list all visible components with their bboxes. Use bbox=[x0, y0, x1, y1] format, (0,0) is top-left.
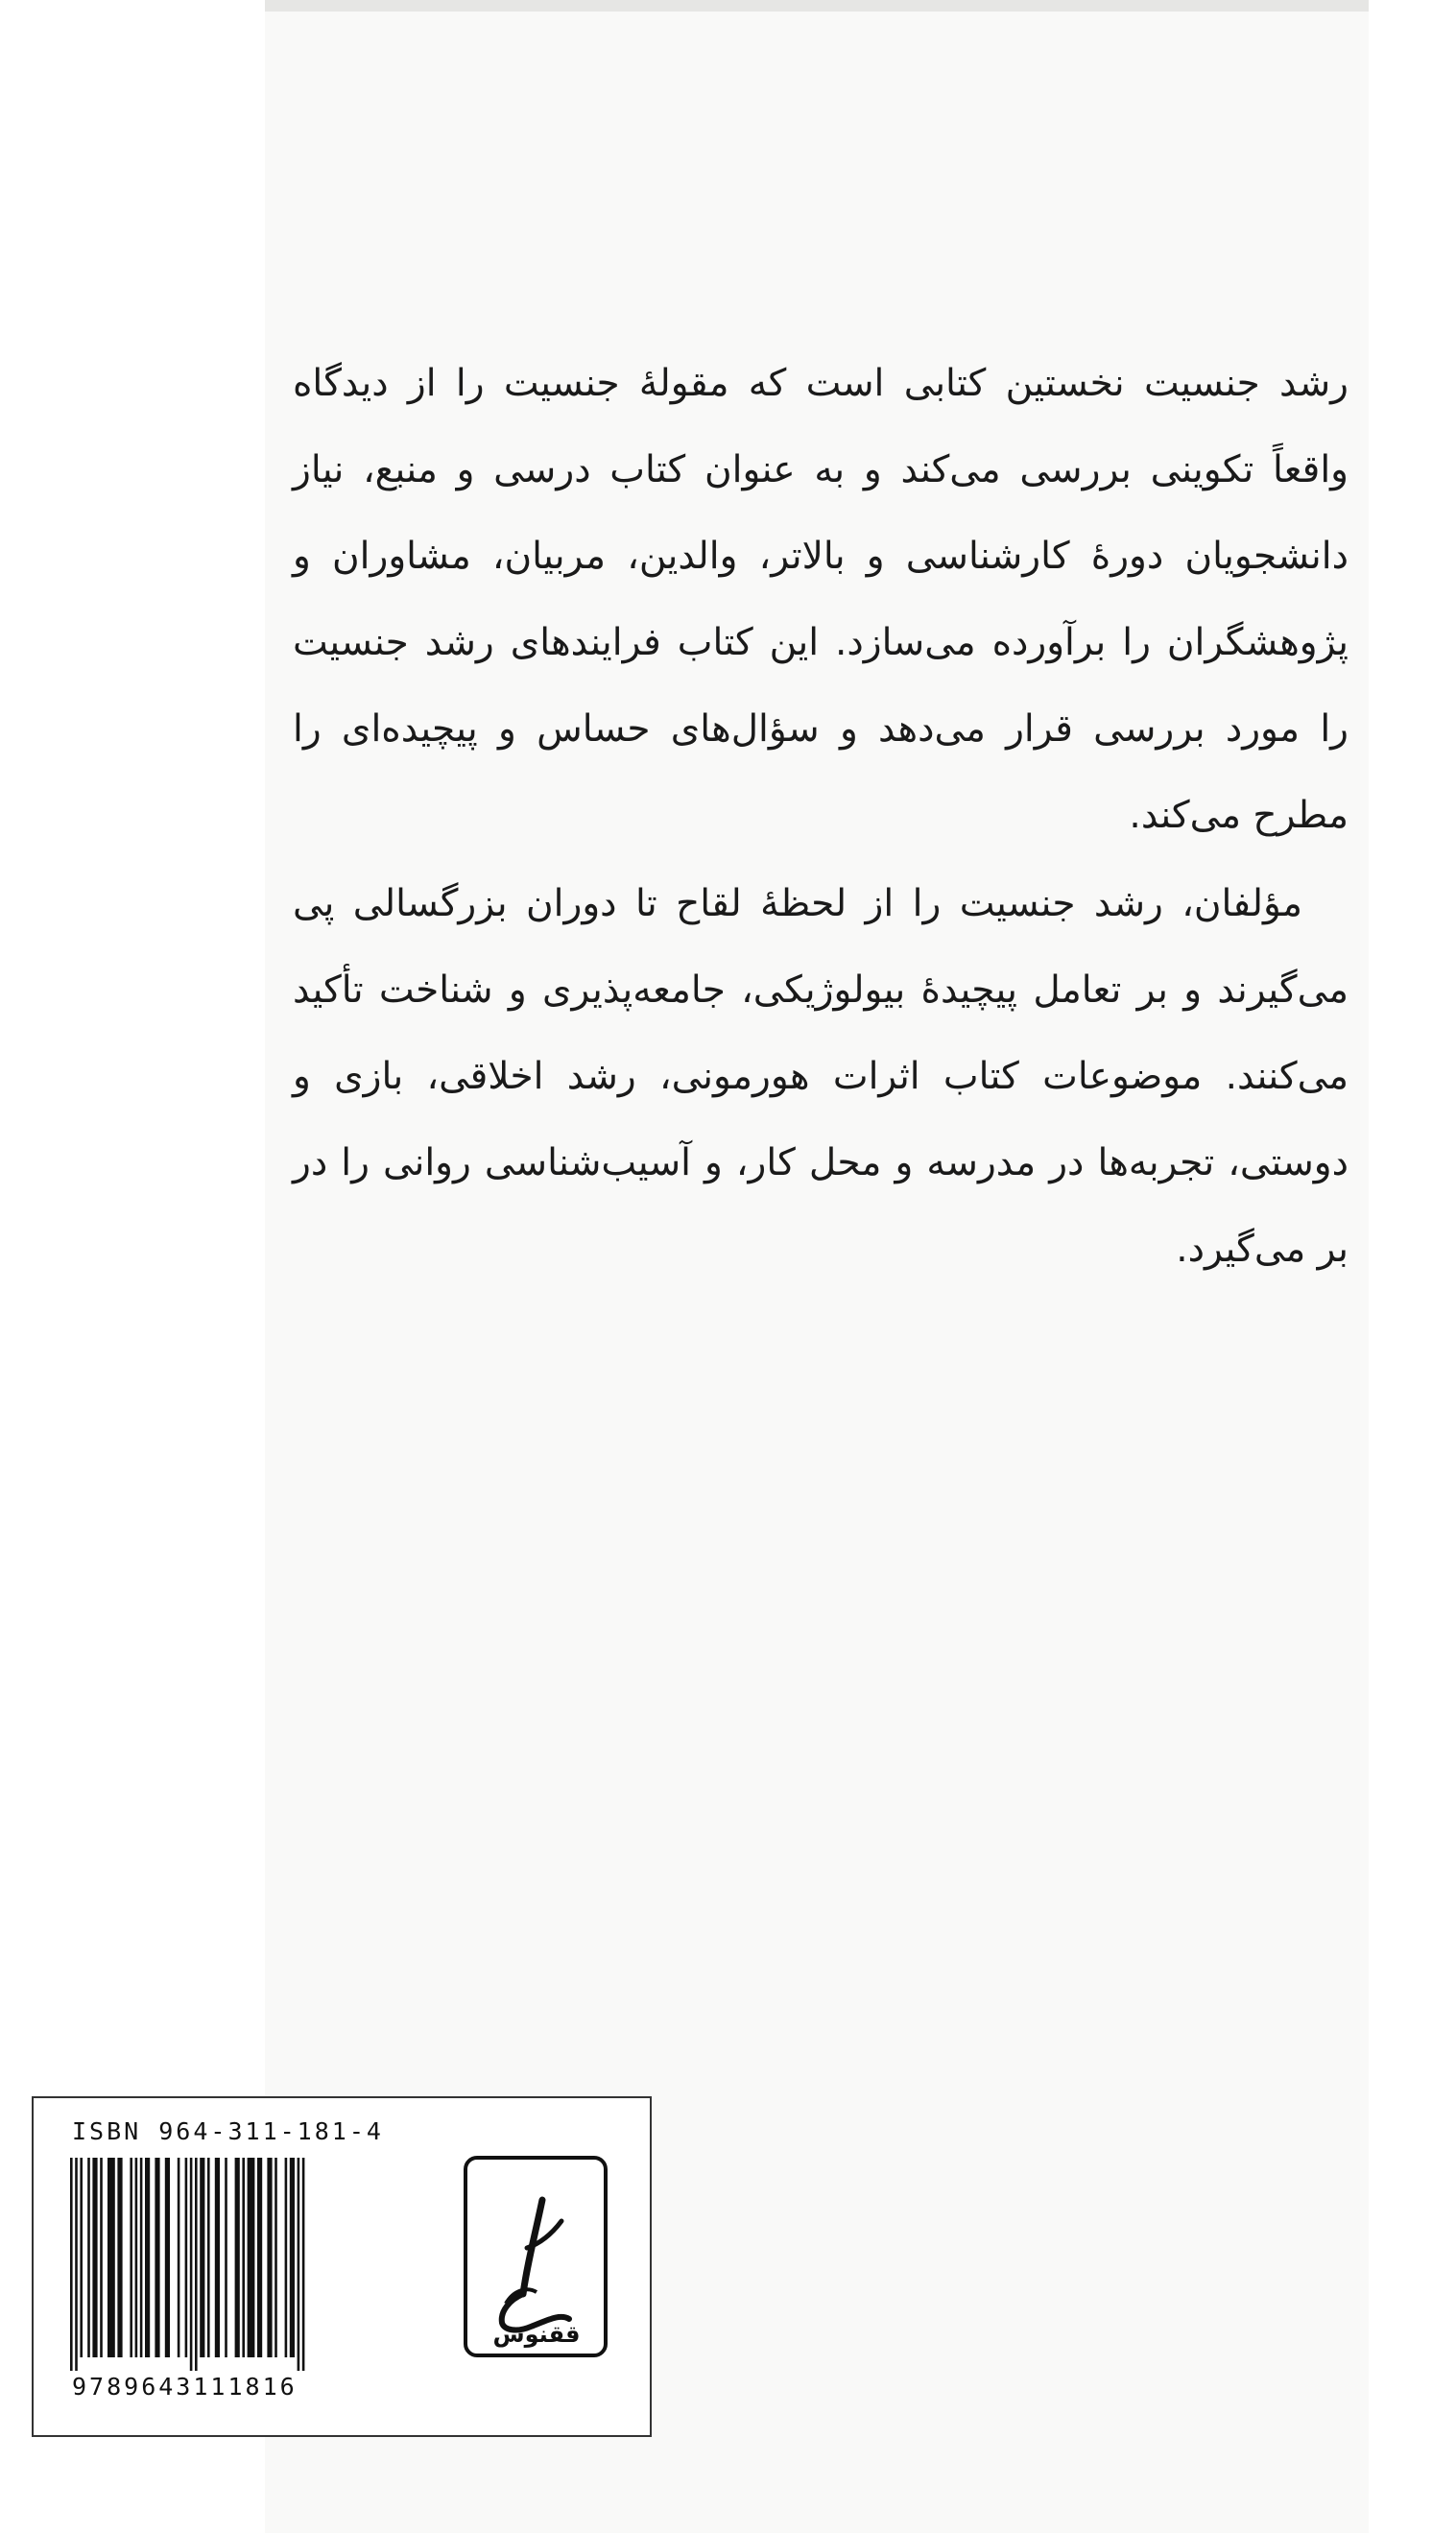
publisher-name: ققنوس bbox=[492, 2321, 581, 2348]
barcode-icon bbox=[70, 2158, 416, 2371]
publisher-logo bbox=[464, 2156, 608, 2357]
ghoghnoos-bird-logo-icon bbox=[467, 2160, 604, 2354]
isbn-label: ISBN 964-311-181-4 bbox=[72, 2117, 384, 2145]
scan-top-edge bbox=[265, 0, 1369, 12]
barcode-box bbox=[32, 2096, 652, 2437]
book-blurb bbox=[293, 341, 1349, 1293]
blurb-paragraph-2: مؤلفان، رشد جنسیت را از لحظهٔ لقاح تا دوران بزرگسالی پی می‌گیرند و بر تعامل پیچیدهٔ بیولوژیکی، جامعه‌پذیری و شناخت تأکید می‌کنند. موضوعات کتاب اثرات هورمونی، رشد اخلاقی، بازی و دوستی، تجربه‌ها در مدرسه و محل کار، و آسیب‌شناسی روانی را در بر می‌گیرد. bbox=[293, 882, 1349, 1271]
barcode-digits: 9789643111816 bbox=[72, 2373, 298, 2401]
blurb-paragraph-1: رشد جنسیت نخستین کتابی است که مقولهٔ جنسیت را از دیدگاه واقعاً تکوینی بررسی می‌کند و به عنوان کتاب درسی و منبع، نیاز دانشجویان دورهٔ کارشناسی و بالاتر، والدین، مربیان، مشاوران و پژوهشگران را برآورده می‌سازد. این کتاب فرایندهای رشد جنسیت را مورد بررسی قرار می‌دهد و سؤال‌های حساس و پیچیده‌ای را مطرح می‌کند. bbox=[293, 362, 1349, 837]
